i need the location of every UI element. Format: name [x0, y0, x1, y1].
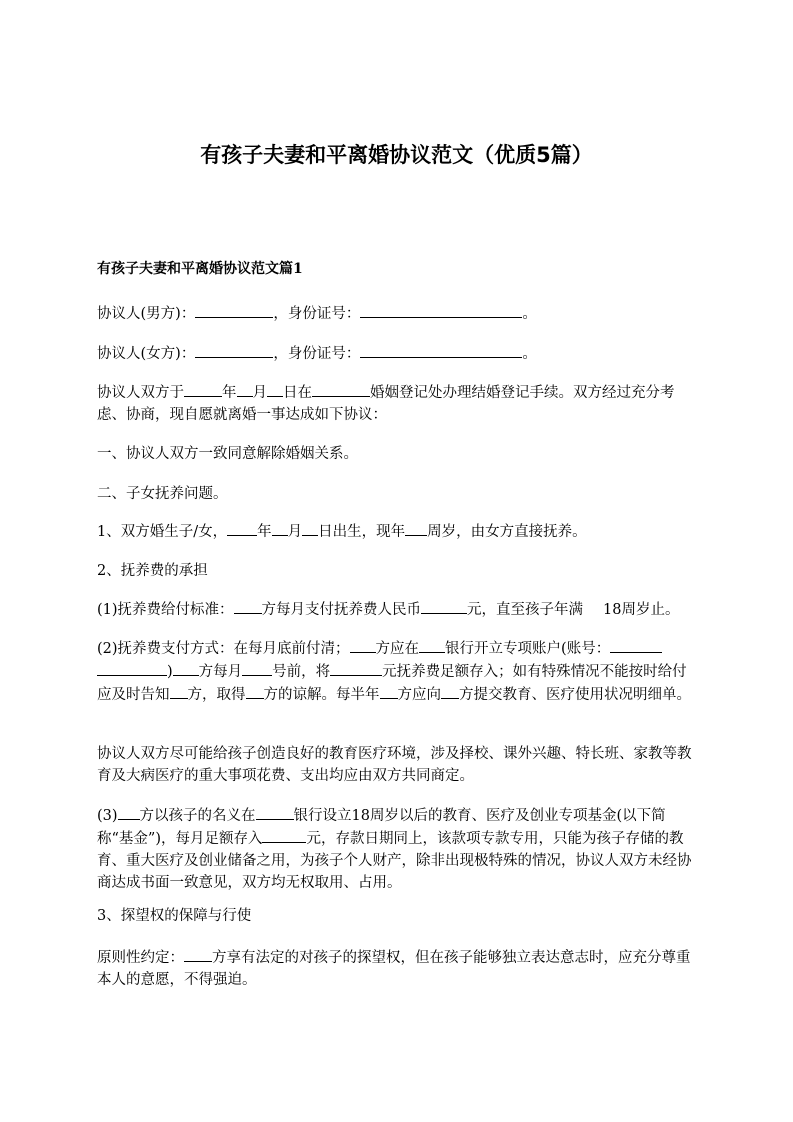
payment-text-9: 方应向 — [397, 687, 441, 703]
child-line — [97, 520, 701, 543]
payment-bank-blank — [419, 637, 445, 653]
support-amount-blank — [421, 598, 467, 614]
intro-place-blank — [312, 381, 370, 397]
document-title: 有孩子夫妻和平离婚协议范文（优质5篇） — [200, 143, 593, 167]
female-name-blank — [195, 342, 273, 358]
party-female-id-label: ，身份证号： — [273, 346, 361, 362]
intro-month-blank — [237, 381, 253, 397]
party-female-end: 。 — [522, 346, 537, 362]
payment-amount-blank — [330, 660, 382, 676]
payment-account-blank-2 — [97, 660, 167, 676]
payment-text-8: 方的谅解。每半年 — [263, 687, 380, 703]
intro-month-label: 月 — [252, 385, 267, 401]
fund-label: (3) — [97, 808, 118, 824]
education-paragraph: 协议人双方尽可能给孩子创造良好的教育医疗环境，涉及择校、课外兴趣、特长班、家教等教育及大病医疗的重大事项花费、支出均应由双方共同商定。 — [97, 746, 692, 784]
visitation-party-blank — [184, 946, 212, 962]
child-month-blank — [272, 520, 288, 536]
intro-text: 协议人双方于 — [97, 385, 184, 401]
fund-text-2: 银行设立18周岁以后的教育、医疗及创业专项基金(以下简称“基金”)，每月足额存入 — [97, 808, 666, 847]
support-heading: 2、抚养费的承担 — [97, 563, 208, 579]
party-male-line — [97, 302, 701, 325]
fund-bank-blank — [256, 804, 294, 820]
support-standard-text-2: 元，直至孩子年满 — [467, 602, 584, 618]
payment-text-1: 方应在 — [375, 641, 420, 657]
intro-day-label: 日在 — [283, 385, 312, 401]
child-day-blank — [302, 520, 318, 536]
intro-day-blank — [267, 381, 283, 397]
payment-party-blank-2 — [173, 660, 199, 676]
payment-day-blank — [242, 660, 272, 676]
intro-text-tail: 婚姻登记处办理结婚登记手续。双方经过充分考虑、协商，现自愿就离婚一事达成如下协议： — [97, 385, 675, 423]
support-standard-label: (1)抚养费给付标准： — [97, 602, 234, 618]
party-male-id-label: ，身份证号： — [273, 306, 361, 322]
child-age-blank — [405, 520, 427, 536]
child-age-label: 日出生，现年 — [318, 524, 406, 540]
visitation-text: 方享有法定的对孩子的探望权，但在孩子能够独立表达意志时，应充分尊重本人的意愿，不得强迫。 — [97, 950, 691, 988]
child-year-label: 年 — [257, 524, 272, 540]
visitation-label: 原则性约定： — [97, 950, 184, 966]
visitation-heading: 3、探望权的保障与行使 — [97, 908, 252, 924]
payment-text-6: 元抚养费足额存入；如有特殊情况不能按时给付应及时告知 — [97, 664, 687, 703]
clause-one: 一、协议人双方一致同意解除婚姻关系。 — [97, 446, 358, 462]
female-id-blank — [360, 342, 522, 358]
clause-two: 二、子女抚养问题。 — [97, 486, 228, 502]
party-male-label: 协议人(男方)： — [97, 306, 196, 322]
support-standard-text: 方每月支付抚养费人民币 — [261, 602, 422, 618]
intro-year-blank — [184, 381, 222, 397]
payment-receiver-blank — [441, 683, 459, 699]
child-month-label: 月 — [287, 524, 303, 540]
male-id-blank — [360, 302, 522, 318]
payment-text-7: 方，取得 — [187, 687, 246, 703]
payment-text-10: 方提交教育、医疗使用状况明细单。 — [459, 687, 691, 703]
payment-report-blank — [380, 683, 398, 699]
fund-paragraph — [97, 804, 701, 894]
payment-text-3: ) — [167, 664, 173, 680]
child-text: 1、双方婚生子/女， — [97, 524, 228, 540]
support-payer-blank — [234, 598, 262, 614]
payment-text-5: 号前，将 — [272, 664, 331, 680]
payment-text-2: 银行开立专项账户(账号： — [445, 641, 611, 657]
support-payment — [97, 637, 701, 706]
fund-text-1: 方以孩子的名义在 — [139, 808, 256, 824]
fund-text-3: 元，存款日期同上，该款项专款专用，只能为孩子存储的教育、重大医疗及创业储备之用，为孩子个人财产，除非出现极特殊的情况，协议人双方未经协商达成书面一致意见，双方均无权取用、占用。 — [97, 831, 692, 891]
party-male-end: 。 — [522, 306, 537, 322]
party-female-line — [97, 342, 701, 365]
visitation-paragraph — [97, 946, 701, 991]
payment-consent-blank — [246, 683, 264, 699]
fund-party-blank — [118, 804, 140, 820]
support-payment-label: (2)抚养费支付方式：在每月底前付清； — [97, 641, 350, 657]
child-text-tail: 周岁，由女方直接抚养。 — [427, 524, 587, 540]
payment-notify-blank — [170, 683, 188, 699]
payment-text-4: 方每月 — [198, 664, 243, 680]
male-name-blank — [195, 302, 273, 318]
support-standard — [97, 598, 707, 621]
fund-amount-blank — [262, 827, 306, 843]
intro-paragraph — [97, 381, 701, 426]
party-female-label: 协议人(女方)： — [97, 346, 196, 362]
payment-account-blank-1 — [610, 637, 662, 653]
section-heading: 有孩子夫妻和平离婚协议范文篇1 — [97, 261, 303, 277]
child-year-blank — [227, 520, 257, 536]
support-standard-age: 18周岁止。 — [603, 602, 680, 618]
intro-year-label: 年 — [222, 385, 237, 401]
payment-party-blank — [350, 637, 376, 653]
